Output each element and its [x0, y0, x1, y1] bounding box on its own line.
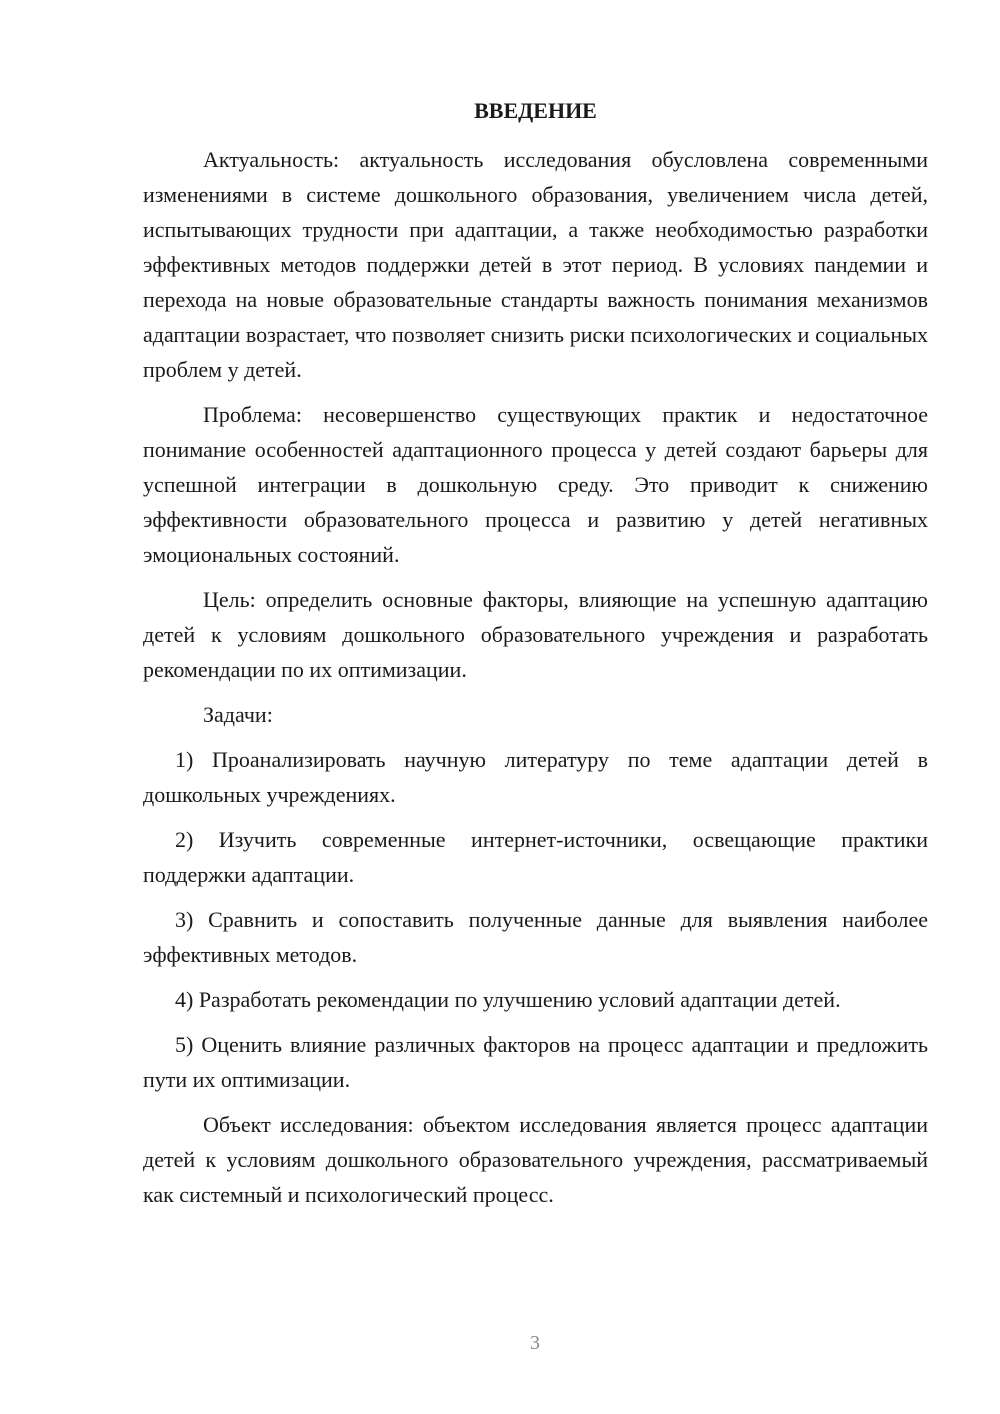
- document-page: [143, 96, 928, 1222]
- goal-paragraph: Цель: определить основные факторы, влияющие на успешную адаптацию детей к условиям дошкольного образовательного учреждения и разработать рекомендации по их оптимизации.: [143, 587, 928, 682]
- page-number: 3: [530, 1332, 540, 1354]
- tasks-label: Задачи:: [203, 702, 273, 727]
- task-item: 3) Сравнить и сопоставить полученные данные для выявления наиболее эффективных методов.: [143, 907, 928, 967]
- task-item: 2) Изучить современные интернет-источники, освещающие практики поддержки адаптации.: [143, 827, 928, 887]
- task-item: 4) Разработать рекомендации по улучшению условий адаптации детей.: [175, 987, 841, 1012]
- problem-paragraph: Проблема: несовершенство существующих практик и недостаточное понимание особенностей адаптационного процесса у детей создают барьеры для успешной интеграции в дошкольную среду. Это приводит к снижению эффективности образовательного процесса и развитию у детей негативных эмоциональных состояний.: [143, 402, 928, 567]
- task-item: 1) Проанализировать научную литературу по теме адаптации детей в дошкольных учреждениях.: [143, 747, 928, 807]
- relevance-paragraph: Актуальность: актуальность исследования обусловлена современными изменениями в системе дошкольного образования, увеличением числа детей, испытывающих трудности при адаптации, а также необходимостью разработки эффективных методов поддержки детей в этот период. В условиях пандемии и перехода на новые образовательные стандарты важность понимания механизмов адаптации возрастает, что позволяет снизить риски психологических и социальных проблем у детей.: [143, 147, 928, 382]
- section-heading: ВВЕДЕНИЕ: [474, 98, 597, 123]
- object-paragraph: Объект исследования: объектом исследования является процесс адаптации детей к условиям дошкольного образовательного учреждения, рассматриваемый как системный и психологический процесс.: [143, 1112, 928, 1207]
- task-item: 5) Оценить влияние различных факторов на процесс адаптации и предложить пути их оптимизации.: [143, 1032, 928, 1092]
